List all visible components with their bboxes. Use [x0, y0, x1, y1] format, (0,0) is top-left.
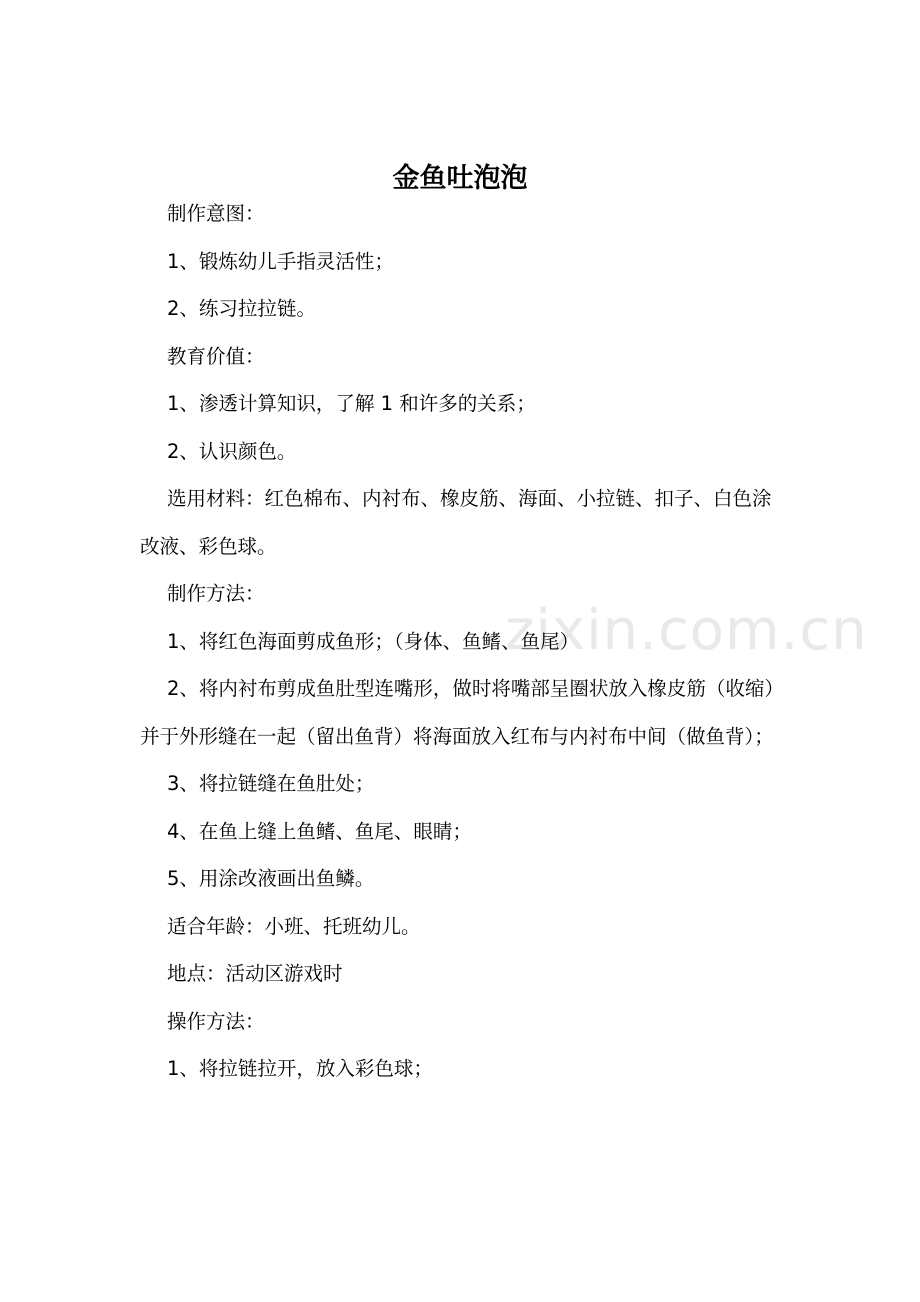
heading-making-method: 制作方法： [167, 582, 265, 605]
paragraph: 1、锻炼幼儿手指灵活性； [167, 249, 394, 273]
paragraph: 1、将红色海面剪成鱼形；（身体、鱼鳍、鱼尾） [167, 629, 580, 653]
paragraph: 1、将拉链拉开，放入彩色球； [167, 1057, 433, 1080]
document-body [140, 190, 790, 1093]
watermark: zixin.com.cn [505, 598, 868, 663]
paragraph: 3、将拉链缝在鱼肚处； [167, 772, 375, 795]
paragraph-location: 地点：活动区游戏时 [167, 962, 343, 985]
paragraph: 2、将内衬布剪成鱼肚型连嘴形，做时将嘴部呈圈状放入橡皮筋（收缩）并于外形缝在一起（留出鱼背）将海面放入红布与内衬布中间（做鱼背）； [140, 677, 784, 748]
heading-operation-method: 操作方法： [167, 1009, 265, 1033]
paragraph: 2、认识颜色。 [167, 439, 297, 463]
heading-purpose: 制作意图： [167, 202, 265, 225]
paragraph: 2、练习拉拉链。 [167, 297, 316, 320]
paragraph: 4、在鱼上缝上鱼鳍、鱼尾、眼睛； [167, 819, 472, 843]
paragraph: 5、用涂改液画出鱼鳞。 [167, 867, 375, 890]
paragraph-materials: 选用材料：红色棉布、内衬布、橡皮筋、海面、小拉链、扣子、白色涂改液、彩色球。 [140, 487, 772, 558]
document-title: 金鱼吐泡泡 [392, 163, 528, 195]
heading-education-value: 教育价值： [167, 344, 265, 368]
paragraph-age: 适合年龄：小班、托班幼儿。 [167, 914, 421, 938]
paragraph: 1、渗透计算知识，了解 1 和许多的关系； [167, 392, 536, 415]
